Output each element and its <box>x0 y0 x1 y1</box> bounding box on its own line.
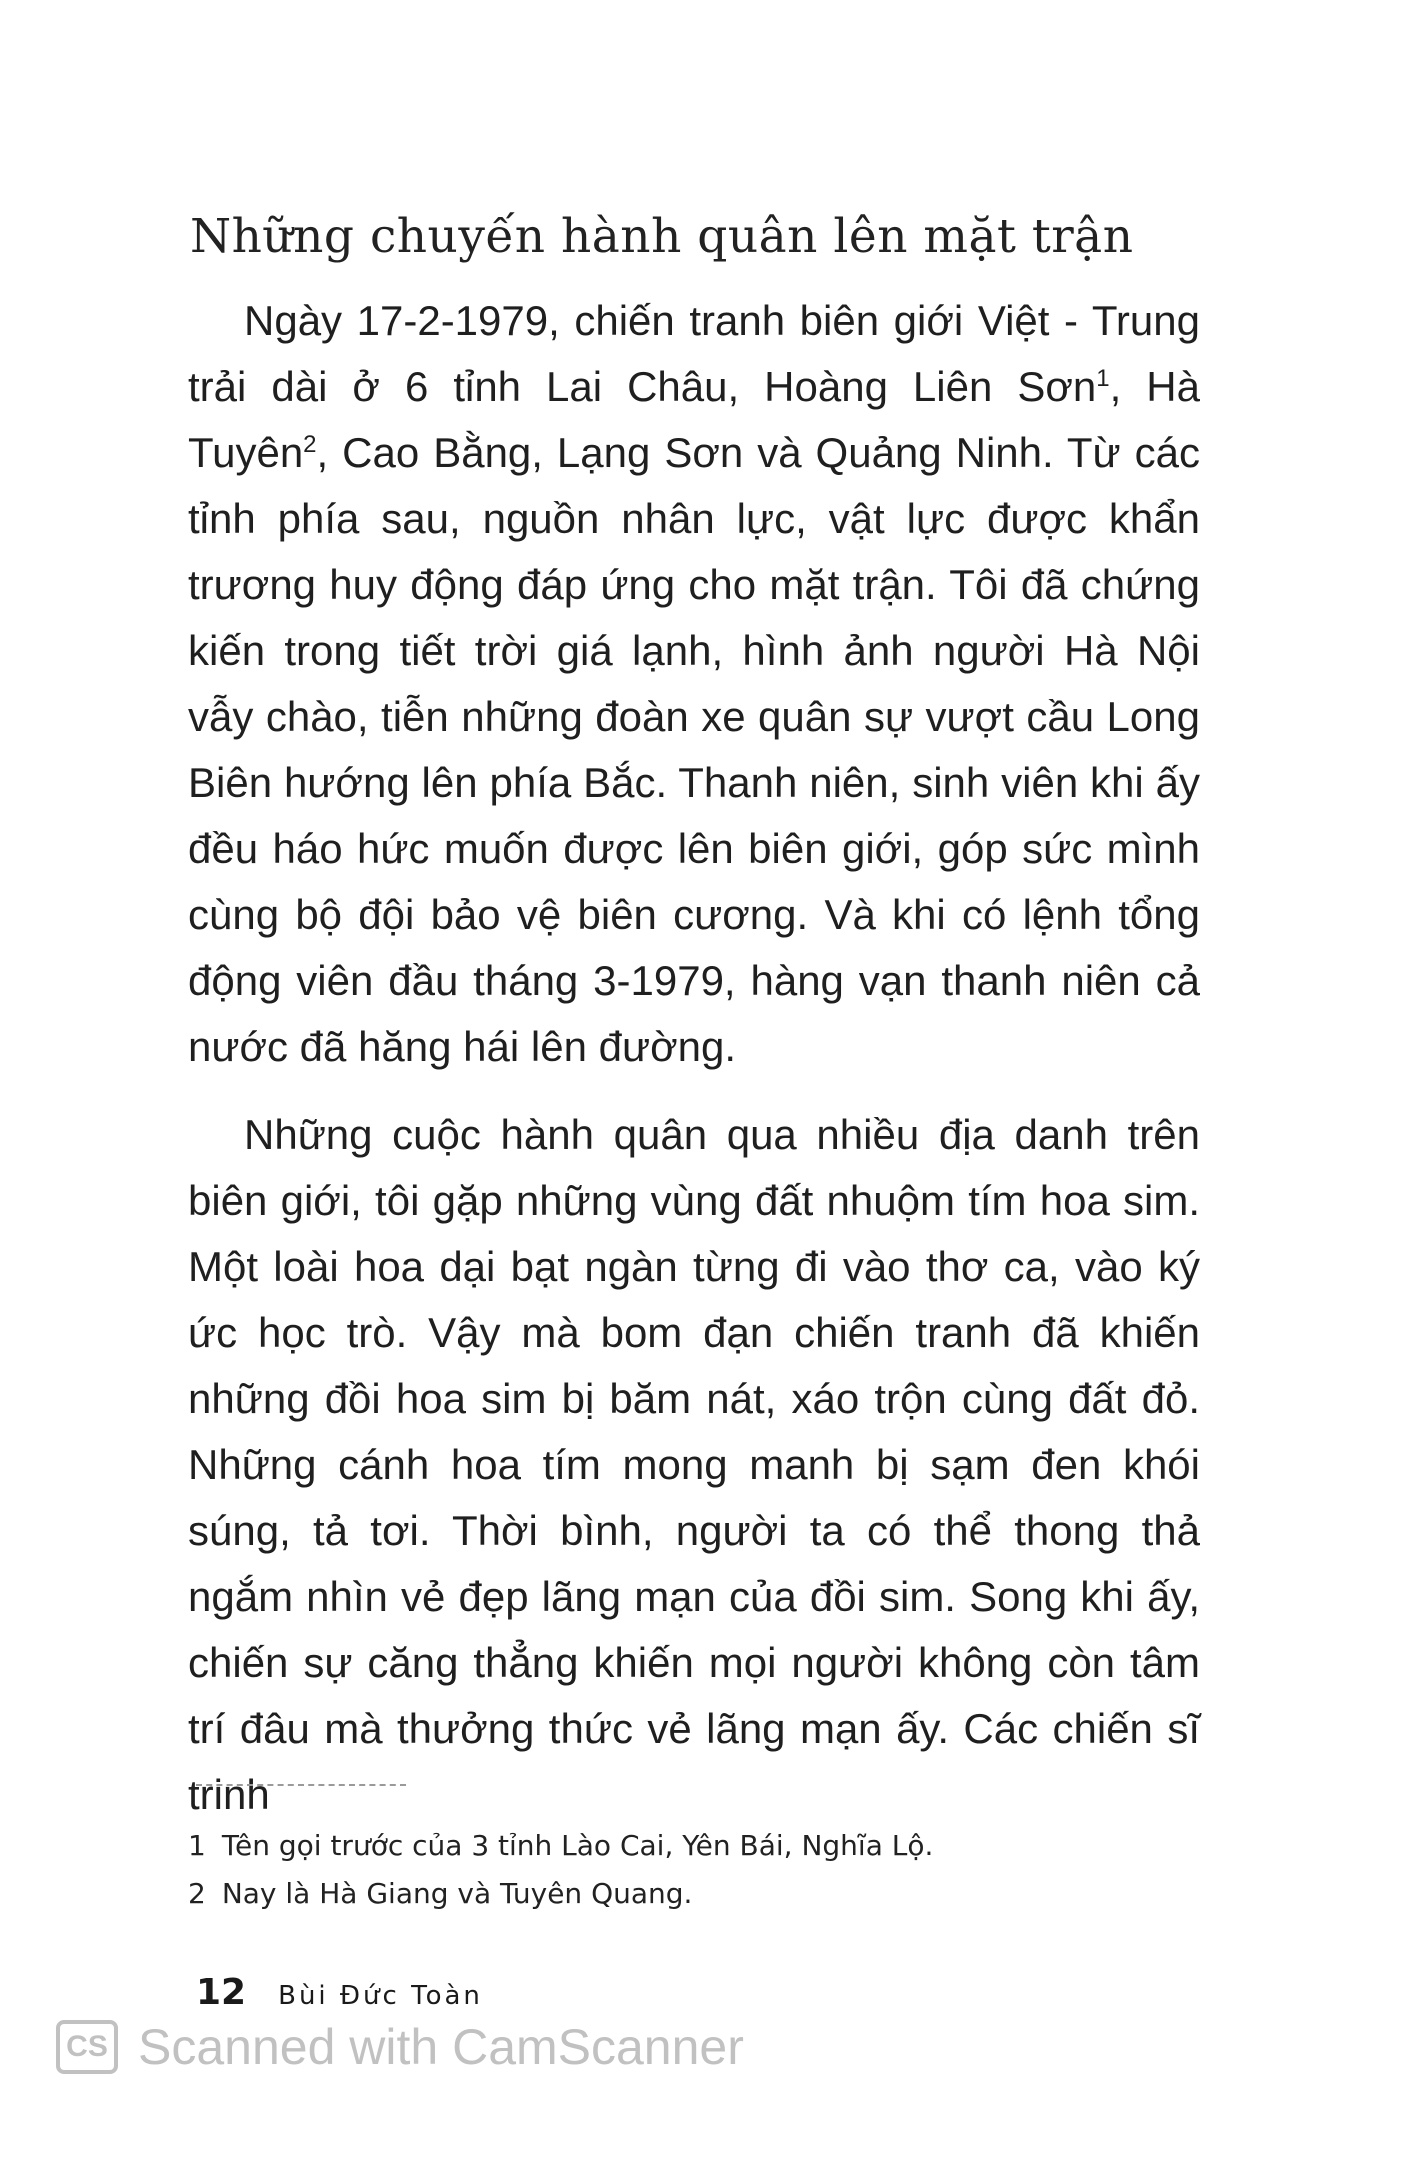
author-name: Bùi Đức Toàn <box>278 1981 483 2011</box>
camscanner-watermark <box>56 2018 744 2076</box>
page-number: 12 <box>196 1972 247 2013</box>
footnote-number: 1 <box>188 1829 206 1862</box>
footnote-ref-2: 2 <box>303 431 317 458</box>
page-footer <box>196 1972 483 2013</box>
chapter-title: Những chuyến hành quân lên mặt trận <box>190 209 1134 265</box>
paragraph-2: Những cuộc hành quân qua nhiều địa danh trên biên giới, tôi gặp những vùng đất nhuộm tím hoa sim. Một loài hoa dại bạt ngàn từng đi vào thơ ca, vào ký ức học trò. Vậy mà bom đạn chiến tranh đã khiến những đồi hoa sim bị băm nát, xáo trộn cùng đất đỏ. Những cánh hoa tím mong manh bị sạm đen khói súng, tả tơi. Thời bình, người ta có thể thong thả ngắm nhìn vẻ đẹp lãng mạn của đồi sim. Song khi ấy, chiến sự căng thẳng khiến mọi người không còn tâm trí đâu mà thưởng thức vẻ lãng mạn ấy. Các chiến sĩ trinh <box>188 1111 1200 1818</box>
paragraph-1-text-a: Ngày 17-2-1979, chiến tranh biên giới Việt - Trung trải dài ở 6 tỉnh Lai Châu, Hoàng Liên Sơn <box>188 297 1200 410</box>
body-text <box>188 288 1200 1828</box>
paragraph-1 <box>188 288 1200 1080</box>
footnote-divider <box>196 1784 406 1786</box>
camscanner-logo-icon: CS <box>56 2020 118 2074</box>
watermark-text: Scanned with CamScanner <box>138 2019 744 2075</box>
footnote-item <box>188 1870 1188 1918</box>
footnote-number: 2 <box>188 1877 206 1910</box>
footnote-ref-1: 1 <box>1096 365 1110 392</box>
footnotes <box>188 1822 1188 1918</box>
paragraph-1-text-b: , Hà Tuyên <box>188 363 1200 476</box>
footnote-text: Tên gọi trước của 3 tỉnh Lào Cai, Yên Bái, Nghĩa Lộ. <box>221 1829 934 1862</box>
footnote-text: Nay là Hà Giang và Tuyên Quang. <box>221 1877 693 1910</box>
footnote-item <box>188 1822 1188 1870</box>
paragraph-1-text-c: , Cao Bằng, Lạng Sơn và Quảng Ninh. Từ các tỉnh phía sau, nguồn nhân lực, vật lực được khẩn trương huy động đáp ứng cho mặt trận. Tôi đã chứng kiến trong tiết trời giá lạnh, hình ảnh người Hà Nội vẫy chào, tiễn những đoàn xe quân sự vượt cầu Long Biên hướng lên phía Bắc. Thanh niên, sinh viên khi ấy đều háo hức muốn được lên biên giới, góp sức mình cùng bộ đội bảo vệ biên cương. Và khi có lệnh tổng động viên đầu tháng 3-1979, hàng vạn thanh niên cả nước đã hăng hái lên đường. <box>188 429 1200 1070</box>
